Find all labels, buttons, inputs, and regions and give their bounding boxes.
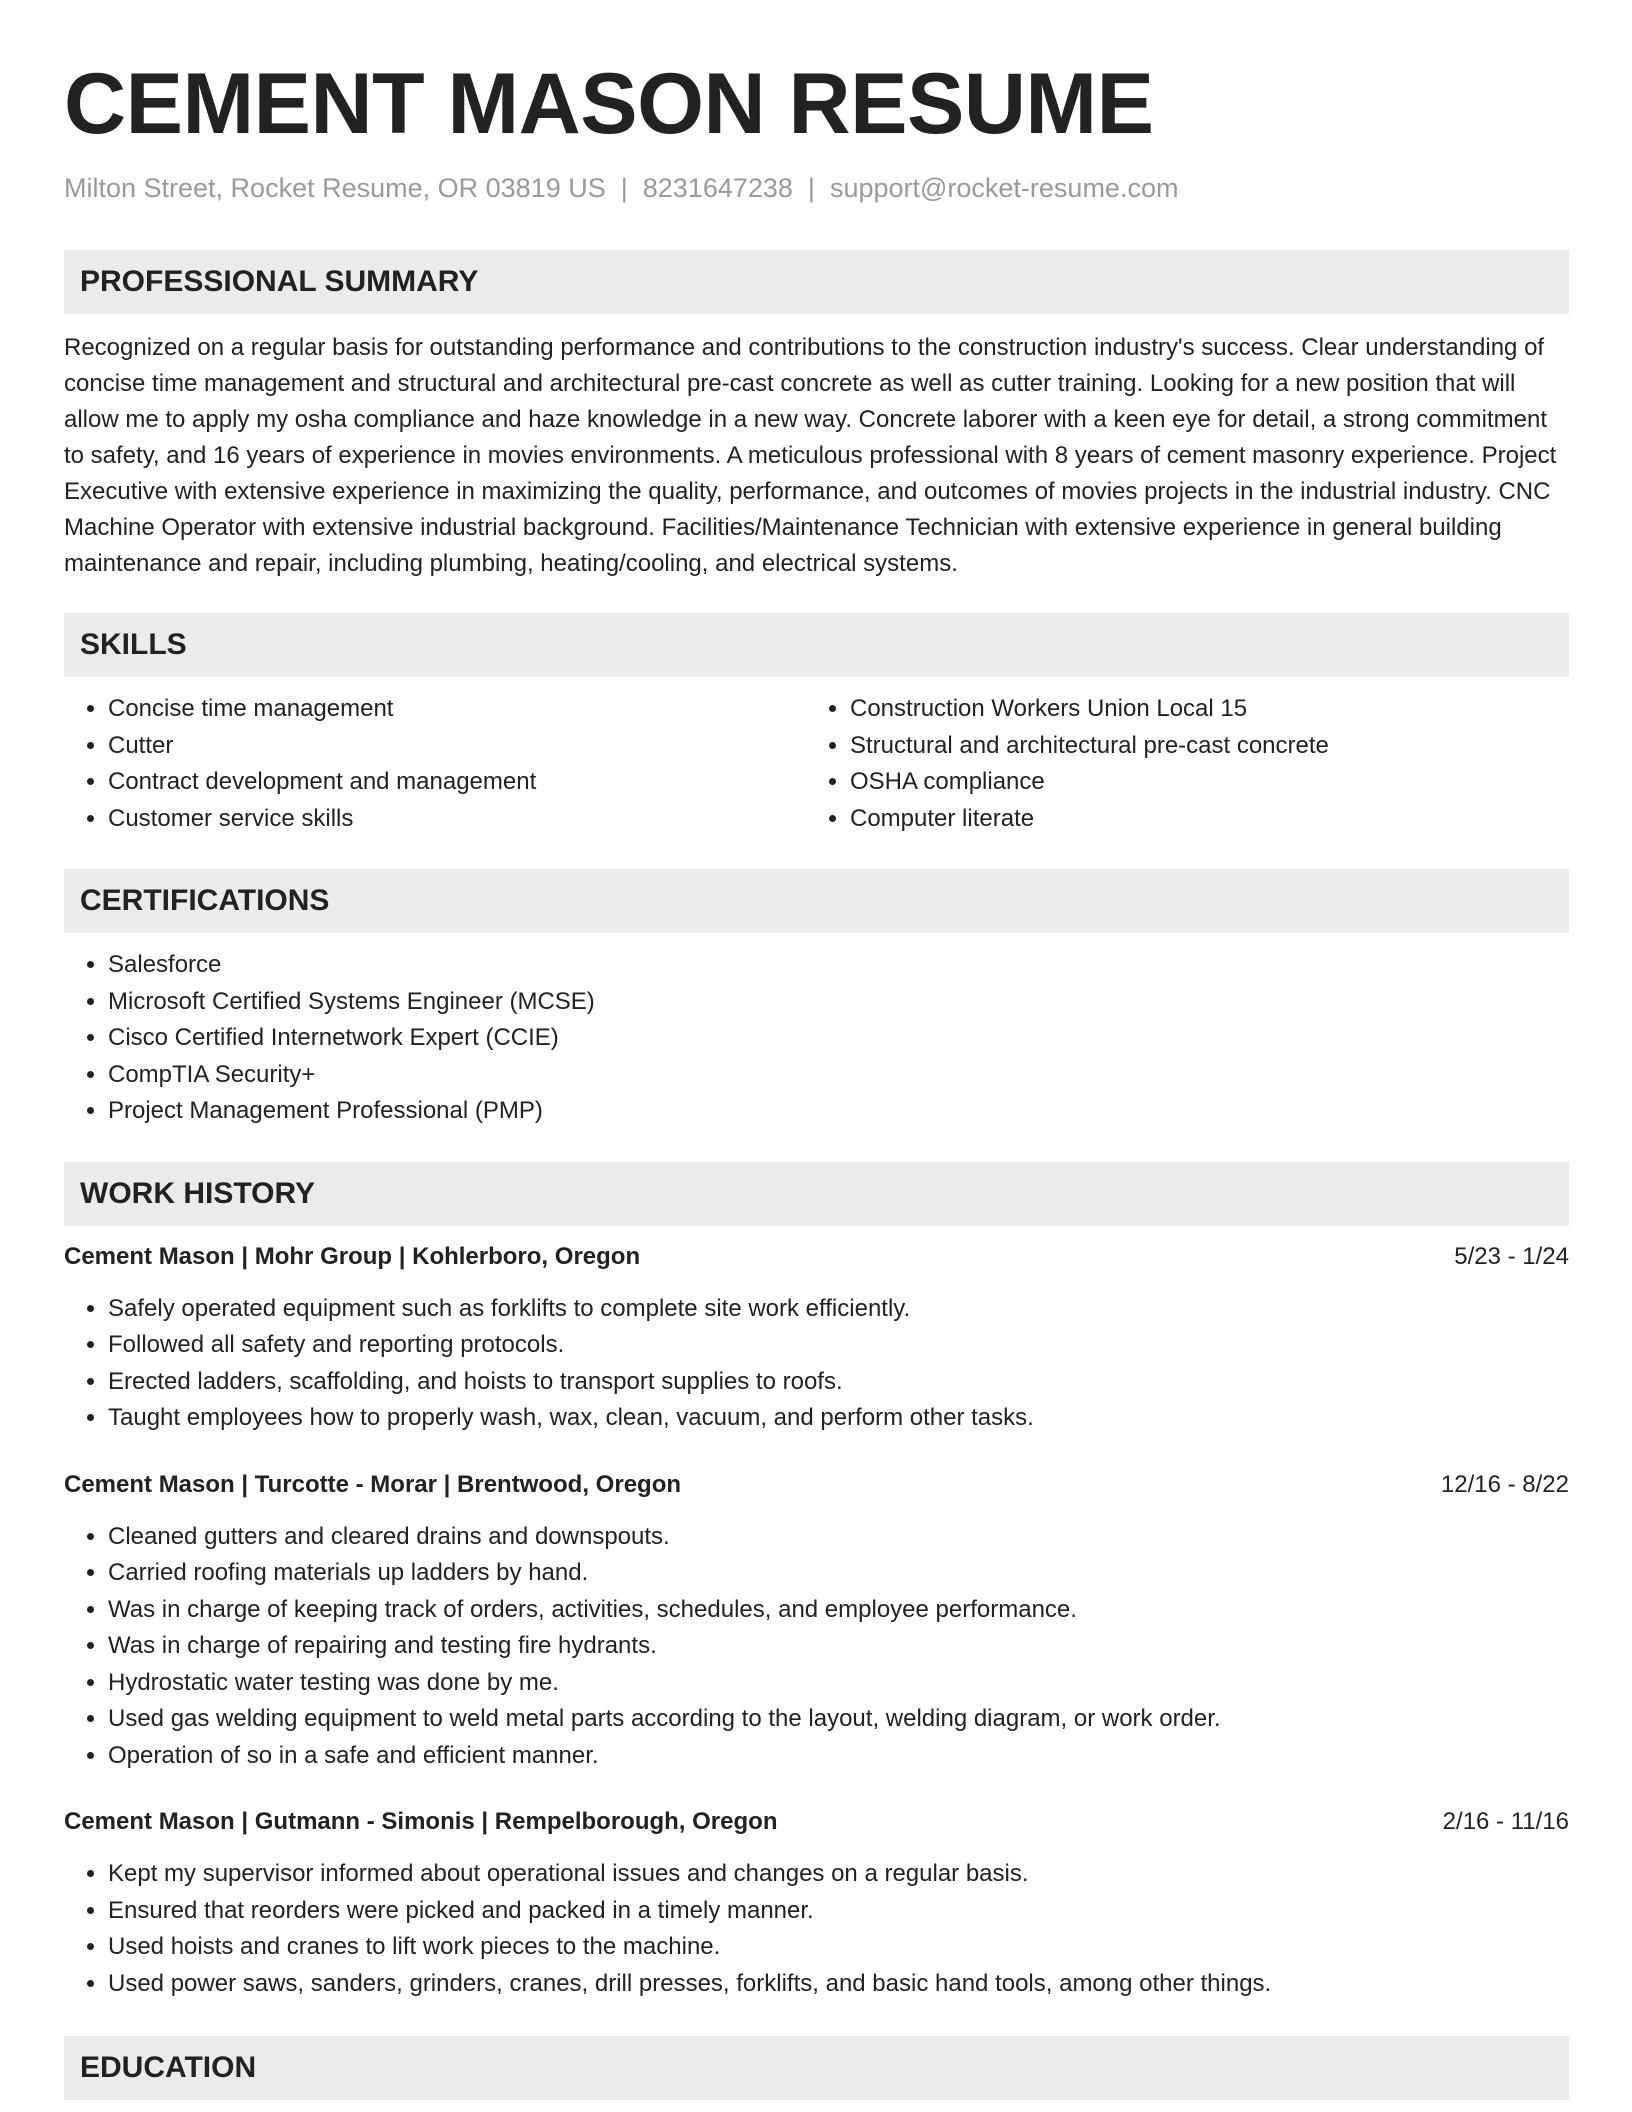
contact-separator: |	[807, 173, 815, 203]
job-header	[64, 1239, 1569, 1275]
section-heading-summary: PROFESSIONAL SUMMARY	[64, 250, 1569, 314]
certifications-list	[64, 947, 1569, 1130]
certification-item: • Salesforce	[108, 947, 1569, 984]
job-duty: • Hydrostatic water testing was done by me.	[108, 1665, 1569, 1702]
job-duty: • Cleaned gutters and cleared drains and downspouts.	[108, 1519, 1569, 1556]
skills-list-right	[806, 691, 1548, 837]
resume-page	[64, 0, 1569, 2100]
job-duty: • Followed all safety and reporting protocols.	[108, 1327, 1569, 1364]
section-heading-education: EDUCATION	[64, 2036, 1569, 2100]
resume-title: CEMENT MASON RESUME	[64, 56, 1154, 152]
job-entry	[64, 1804, 1569, 2002]
job-entry	[64, 1239, 1569, 1437]
job-title: Cement Mason | Turcotte - Morar | Brentwood, Oregon	[64, 1470, 682, 1498]
job-duty: • Carried roofing materials up ladders by hand.	[108, 1555, 1569, 1592]
certification-item: • CompTIA Security+	[108, 1057, 1569, 1094]
job-duty: • Operation of so in a safe and efficient manner.	[108, 1738, 1569, 1775]
certification-item: • Microsoft Certified Systems Engineer (MCSE)	[108, 984, 1569, 1021]
job-duties-list	[64, 1291, 1569, 1437]
skill-item: • Construction Workers Union Local 15	[850, 691, 1548, 728]
job-dates: 12/16 - 8/22	[1440, 1470, 1569, 1498]
job-dates: 5/23 - 1/24	[1454, 1242, 1569, 1270]
job-duty: • Ensured that reorders were picked and packed in a timely manner.	[108, 1893, 1569, 1930]
skill-item: • Concise time management	[108, 691, 806, 728]
job-duty: • Kept my supervisor informed about operational issues and changes on a regular basis.	[108, 1856, 1569, 1893]
skills-column-right	[806, 691, 1548, 837]
skill-item: • Contract development and management	[108, 764, 806, 801]
job-header	[64, 1467, 1569, 1503]
contact-address: Milton Street, Rocket Resume, OR 03819 US	[64, 173, 606, 203]
skill-item: • Computer literate	[850, 801, 1548, 838]
skill-item: • OSHA compliance	[850, 764, 1548, 801]
contact-phone: 8231647238	[642, 173, 793, 203]
contact-separator: |	[620, 173, 628, 203]
skill-item: • Cutter	[108, 728, 806, 765]
section-heading-work-history: WORK HISTORY	[64, 1162, 1569, 1226]
job-header	[64, 1804, 1569, 1840]
job-duty: • Safely operated equipment such as forklifts to complete site work efficiently.	[108, 1291, 1569, 1328]
job-dates: 2/16 - 11/16	[1442, 1808, 1569, 1835]
skill-item: • Structural and architectural pre-cast concrete	[850, 728, 1548, 765]
job-duty: • Used power saws, sanders, grinders, cranes, drill presses, forklifts, and basic hand tools, among other things.	[108, 1966, 1569, 2003]
certification-item: • Cisco Certified Internetwork Expert (CCIE)	[108, 1020, 1569, 1057]
skills-columns	[64, 691, 1569, 837]
job-entry	[64, 1467, 1569, 1775]
job-duties-list	[64, 1519, 1569, 1775]
contact-email: support@rocket-resume.com	[829, 173, 1179, 203]
skills-list-left	[64, 691, 806, 837]
job-duty: • Used gas welding equipment to weld metal parts according to the layout, welding diagram, or work order.	[108, 1701, 1569, 1738]
certification-item: • Project Management Professional (PMP)	[108, 1093, 1569, 1130]
job-duties-list	[64, 1856, 1569, 2002]
job-title: Cement Mason | Gutmann - Simonis | Rempelborough, Oregon	[64, 1808, 778, 1835]
job-duty: • Was in charge of repairing and testing fire hydrants.	[108, 1628, 1569, 1665]
job-duty: • Was in charge of keeping track of orders, activities, schedules, and employee performance.	[108, 1592, 1569, 1629]
skill-item: • Customer service skills	[108, 801, 806, 838]
skills-column-left	[64, 691, 806, 837]
job-duty: • Erected ladders, scaffolding, and hoists to transport supplies to roofs.	[108, 1364, 1569, 1401]
section-heading-skills: SKILLS	[64, 613, 1569, 677]
section-heading-certifications: CERTIFICATIONS	[64, 869, 1569, 933]
contact-line	[64, 172, 1569, 204]
job-duty: • Used hoists and cranes to lift work pieces to the machine.	[108, 1929, 1569, 1966]
summary-text: Recognized on a regular basis for outstanding performance and contributions to the construction industry's success. Clear understanding of concise time management and structural and architectural pre-cast concrete as well as cutter training. Looking for a new position that will allow me to apply my osha compliance and haze knowledge in a new way. Concrete laborer with a keen eye for detail, a strong commitment to safety, and 16 years of experience in movies environments. A meticulous professional with 8 years of cement masonry experience. Project Executive with extensive experience in maximizing the quality, performance, and outcomes of movies projects in the industrial industry. CNC Machine Operator with extensive industrial background. Facilities/Maintenance Technician with extensive experience in general building maintenance and repair, including plumbing, heating/cooling, and electrical systems.	[64, 334, 1557, 577]
job-duty: • Taught employees how to properly wash, wax, clean, vacuum, and perform other tasks.	[108, 1400, 1569, 1437]
job-title: Cement Mason | Mohr Group | Kohlerboro, Oregon	[64, 1242, 641, 1270]
